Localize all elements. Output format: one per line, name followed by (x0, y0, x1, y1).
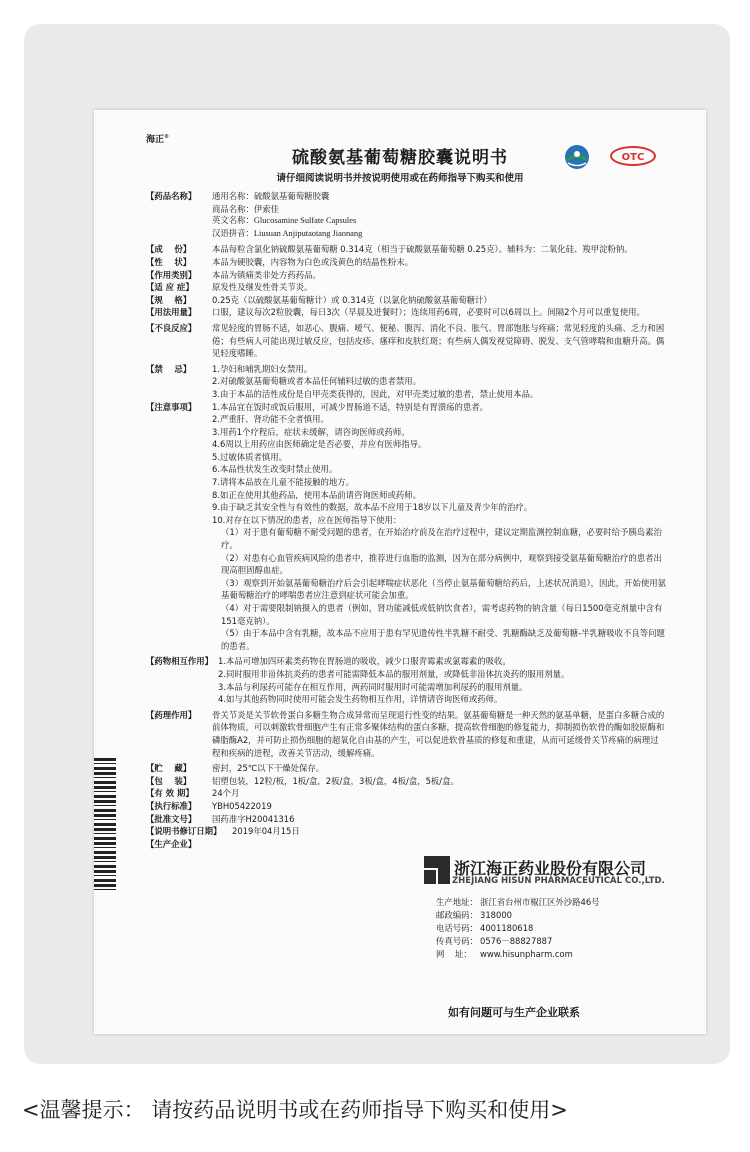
company-postcode: 邮政编码： 318000 (436, 910, 512, 920)
list-item: 3.用药1个疗程后，症状未缓解，请咨询医师或药师。 (212, 426, 410, 437)
section-character: 【性 状】 本品为硬胶囊，内容物为白色或浅黄色的结晶性粉末。 (146, 256, 666, 269)
list-item: 2.严重肝、肾功能不全者慎用。 (212, 414, 329, 425)
section-standard: 【执行标准】 YBH05422019 (146, 800, 666, 813)
list-item: 2.对硫酸氨基葡萄糖或者本品任何辅料过敏的患者禁用。 (212, 376, 421, 387)
section-revision: 【说明书修订日期】 2019年04月15日 (146, 825, 666, 838)
list-item: 4.6周以上用药应由医师确定是否必要，并应有医师指导。 (212, 439, 427, 450)
composition-text: 本品每粒含氯化钠硫酸氨基葡萄糖 0.314克（相当于硫酸氨基葡萄糖 0.25克）。辅料为：二氧化硅、羧甲淀粉钠。 (212, 244, 633, 255)
section-package: 【包 装】 铝塑包装，12粒/板，1板/盒，2板/盒，3板/盒，4板/盒，5板/盒。 (146, 775, 666, 788)
section-indication: 【适 应 症】 原发性及继发性骨关节炎。 (146, 281, 666, 294)
section-storage: 【贮 藏】 密封，25℃以下干燥处保存。 (146, 762, 666, 775)
spec-text: 0.25克（以硫酸氨基葡萄糖计）或 0.314克（以氯化钠硫酸氨基葡萄糖计） (212, 294, 492, 305)
otc-badge: OTC (610, 146, 656, 166)
leaflet-sheet (94, 110, 706, 1034)
leaflet-title: 硫酸氨基葡萄糖胶囊说明书 (292, 148, 508, 168)
list-item: 3.由于本品的活性成份是自甲壳类获得的，因此，对甲壳类过敏的患者，禁止使用本品。 (212, 388, 539, 399)
section-interactions: 【药物相互作用】 1.本品可增加四环素类药物在胃肠道的吸收，减少口服青霉素或氯霉素的吸收。 2.同时服用非甾体抗炎药的患者可能需降低本品的服用剂量，或降低非甾体抗炎药的服用剂量。 3.本品与利尿药可能存在相互作用，两药同时服用时可能需增加利尿药的服用剂量。 4.如与其他药物同时使用可能会发生药物相互作用，详情请咨询医师或药师。 (146, 655, 666, 705)
indication-text: 原发性及继发性骨关节炎。 (212, 282, 313, 293)
list-item: 10.对存在以下情况的患者，应在医师指导下使用： (212, 514, 402, 525)
pharmacology-text: 骨关节炎是关节软骨蛋白多糖生物合成异常而呈现退行性变的结果。氨基葡萄糖是一种天然的氨基单糖，是蛋白多糖合成的前体物质，可以刺激软骨细胞产生有正常多聚体结构的蛋白多糖，提高软骨细胞的修复能力，抑制损伤软骨的酶如胶原酶和磷脂酶A2，并可防止损伤细胞的超氧化自由基的产生，可以促进软骨基质的修复和重建，从而可延缓骨关节疼痛的病理过程和疾病的进程，改善关节活动，缓解疼痛。 (212, 709, 665, 758)
generic-name: 通用名称：硫酸氨基葡萄糖胶囊 (212, 191, 330, 201)
section-category: 【作用类别】 本品为镇痛类非处方药药品。 (146, 269, 666, 282)
list-item: 5.过敏体质者慎用。 (212, 451, 287, 462)
section-pharmacology: 【药理作用】 骨关节炎是关节软骨蛋白多糖生物合成异常而呈现退行性变的结果。氨基葡萄糖是一种天然的氨基单糖，是蛋白多糖合成的前体物质，可以刺激软骨细胞产生有正常多聚体结构的蛋白多糖，提高软骨细胞的修复能力，抑制损伤软骨的酶如胶原酶和磷脂酶A2，并可防止损伤细胞的超氧化自由基的产生，可以促进软骨基质的修复和重建，从而可延缓骨关节疼痛的病理过程和疾病的进程，改善关节活动，缓解疼痛。 (146, 709, 665, 758)
category-text: 本品为镇痛类非处方药药品。 (212, 269, 321, 280)
list-item: 3.本品与利尿药可能存在相互作用，两药同时服用时可能需增加利尿药的服用剂量。 (218, 681, 528, 692)
adverse-text: 常见轻度的胃肠不适，如恶心、腹痛、嗳气、便秘、腹泻、消化不良、胀气、胃部饱胀与疼痛；常见轻度的头痛、乏力和困倦；有些病人可能出现过敏反应，包括皮疹、瘙痒和皮肤红斑；有些病人偶发视觉障碍、脱发、支气管哮喘和血糖升高。偶见轻度嗜睡。 (212, 322, 665, 359)
company-globe-logo-icon (564, 144, 590, 170)
company-phone: 电话号码： 4001180618 (436, 923, 534, 933)
storage-text: 密封，25℃以下干燥处保存。 (212, 763, 325, 774)
company-name-en: ZHEJIANG HISUN PHARMACEUTICAL CO.,LTD. (452, 876, 665, 886)
trade-name: 商品名称：伊索佳 (212, 203, 279, 214)
list-item: 6.本品性状发生改变时禁止使用。 (212, 464, 338, 475)
standard-text: YBH05422019 (212, 800, 272, 811)
leaflet-photo-frame (24, 24, 730, 1064)
sub-item: （2）对患有心血管疾病风险的患者中，推荐进行血脂的监测，因为在部分病例中，观察到接受氨基葡萄糖治疗的患者出现高胆固醇血症。 (221, 552, 662, 576)
leaflet-body (146, 190, 666, 850)
section-manufacturer: 【生产企业】 (146, 838, 197, 849)
brand-mark: 海正® (146, 134, 170, 145)
list-item: 2.同时服用非甾体抗炎药的患者可能需降低本品的服用剂量，或降低非甾体抗炎药的服用剂量。 (218, 668, 570, 679)
section-spec: 【规 格】 0.25克（以硫酸氨基葡萄糖计）或 0.314克（以氯化钠硫酸氨基葡萄糖计） (146, 294, 666, 307)
list-item: 9.由于缺乏其安全性与有效性的数据，故本品不应用于18岁以下儿童及青少年的治疗。 (212, 502, 533, 513)
list-item: 8.如正在使用其他药品，使用本品前请咨询医师或药师。 (212, 489, 421, 500)
side-barcode (94, 758, 116, 890)
section-usage: 【用法用量】 口服，建议每次2粒胶囊，每日3次（早晨及进餐时）；连续用药6周，必要时可以6周以上。间隔2个月可以重复使用。 (146, 306, 666, 319)
list-item: 1.孕妇和哺乳期妇女禁用。 (212, 363, 313, 374)
sub-item: （4）对于需要限制钠摄入的患者（例如，肾功能减低或低钠饮食者），需考虑药物的钠含量（每日1500毫克剂量中含有151毫克钠）。 (221, 603, 663, 626)
section-adverse: 【不良反应】 常见轻度的胃肠不适，如恶心、腹痛、嗳气、便秘、腹泻、消化不良、胀气、胃部饱胀与疼痛；常见轻度的头痛、乏力和困倦；有些病人可能出现过敏反应，包括皮疹、瘙痒和皮肤红斑；有些病人偶发视觉障碍、脱发、支气管哮喘和血糖升高。偶见轻度嗜睡。 (146, 322, 665, 359)
list-item: 7.请将本品放在儿童不能接触的地方。 (212, 477, 354, 488)
sub-item: （1）对于患有葡萄糖不耐受问题的患者，在开始治疗前及在治疗过程中，建议定期监测控制血糖，必要时给予胰岛素治疗。 (221, 527, 662, 551)
pinyin-name: 汉语拼音：Liusuan Anjiputaotang Jiaonang (212, 228, 363, 238)
company-logo-icon (424, 856, 450, 884)
english-name: 英文名称：Glucosamine Sulfate Capsules (212, 216, 357, 226)
list-item: 1.本品可增加四环素类药物在胃肠道的吸收，减少口服青霉素或氯霉素的吸收。 (218, 656, 511, 667)
section-approval: 【批准文号】 国药准字H20041316 (146, 813, 666, 826)
usage-text: 口服，建议每次2粒胶囊，每日3次（早晨及进餐时）；连续用药6周，必要时可以6周以上。间隔2个月可以重复使用。 (212, 307, 645, 318)
section-precautions: 【注意事项】 1.本品宜在饭时或饭后服用，可减少胃肠道不适，特别是有胃溃疡的患者。 2.严重肝、肾功能不全者慎用。 3.用药1个疗程后，症状未缓解，请咨询医师或药师。 4.6周以上用药应由医师确定是否必要，并应有医师指导。 5.过敏体质者慎用。 6.本品性状发生改变时禁止使用。 7.请将本品放在儿童不能接触的地方。 8.如正在使用其他药品，使用本品前请咨询医师或药师。 9.由于缺乏其安全性与有效性的数据，故本品不应用于18岁以下儿童及青少年的治疗。 10.对存在以下情况的患者，应在医师指导下使用： （1）对于患有葡萄糖不耐受问题的患者，在开始治疗前及在治疗过程中，建议定期监测控制血糖，必要时给予胰岛素治疗。 （2）对患有心血管疾病风险的患者中，推荐进行血脂的监测，因为在部分病例中，观察到接受氨基葡萄糖治疗的患者出现高胆固醇血症。 （3）观察到开始氨基葡萄糖治疗后会引起哮喘症状恶化（当停止氨基葡萄糖给药后，上述状况消退），因此，开始使用氨基葡萄糖治疗的哮喘患者应注意到症状可能会加重。 （4）对于需要限制钠摄入的患者（例如，肾功能减低或低钠饮食者），需考虑药物的钠含量（每日1500毫克剂量中含有151毫克钠）。 （5）由于本品中含有乳糖，故本品不应用于患有罕见遗传性半乳糖不耐受、乳糖酶缺乏及葡萄糖-半乳糖吸收不良等问题的患者。 (146, 401, 667, 651)
company-info (436, 896, 600, 961)
sub-item: （3）观察到开始氨基葡萄糖治疗后会引起哮喘症状恶化（当停止氨基葡萄糖给药后，上述状况消退），因此，开始使用氨基葡萄糖治疗的哮喘患者应注意到症状可能会加重。 (221, 577, 667, 601)
company-website: 网 址： www.hisunpharm.com (436, 949, 573, 959)
package-text: 铝塑包装，12粒/板，1板/盒，2板/盒，3板/盒，4板/盒，5板/盒。 (212, 775, 459, 786)
company-contact-note: 如有问题可与生产企业联系 (448, 1006, 580, 1019)
company-name: 浙江海正药业股份有限公司 (454, 859, 647, 878)
section-validity: 【有 效 期】 24个月 (146, 787, 666, 800)
character-text: 本品为硬胶囊，内容物为白色或浅黄色的结晶性粉末。 (212, 256, 413, 267)
list-item: 4.如与其他药物同时使用可能会发生药物相互作用，详情请咨询医师或药师。 (218, 694, 503, 705)
section-composition: 【成 份】 本品每粒含氯化钠硫酸氨基葡萄糖 0.314克（相当于硫酸氨基葡萄糖 0.25克）。辅料为：二氧化硅、羧甲淀粉钠。 (146, 243, 666, 256)
validity-text: 24个月 (212, 788, 240, 799)
list-item: 1.本品宜在饭时或饭后服用，可减少胃肠道不适，特别是有胃溃疡的患者。 (212, 401, 488, 412)
section-contraindication: 【禁 忌】 1.孕妇和哺乳期妇女禁用。 2.对硫酸氨基葡萄糖或者本品任何辅料过敏的患者禁用。 3.由于本品的活性成份是自甲壳类获得的，因此，对甲壳类过敏的患者，禁止使用本品。 (146, 363, 666, 401)
sub-item: （5）由于本品中含有乳糖，故本品不应用于患有罕见遗传性半乳糖不耐受、乳糖酶缺乏及葡萄糖-半乳糖吸收不良等问题的患者。 (221, 628, 665, 651)
section-drug-name (146, 190, 666, 240)
revision-text: 2019年04月15日 (232, 826, 300, 837)
leaflet-subtitle: 请仔细阅读说明书并按说明使用或在药师指导下购买和使用 (276, 173, 524, 184)
section-label: 【药品名称】 (146, 191, 197, 201)
company-fax: 传真号码： 0576－88827887 (436, 936, 553, 946)
reminder-note: <温馨提示： 请按药品说明书或在药师指导下购买和使用> (22, 1098, 568, 1122)
company-address: 生产地址： 浙江省台州市椒江区外沙路46号 (436, 897, 600, 907)
approval-text: 国药准字H20041316 (212, 813, 295, 824)
